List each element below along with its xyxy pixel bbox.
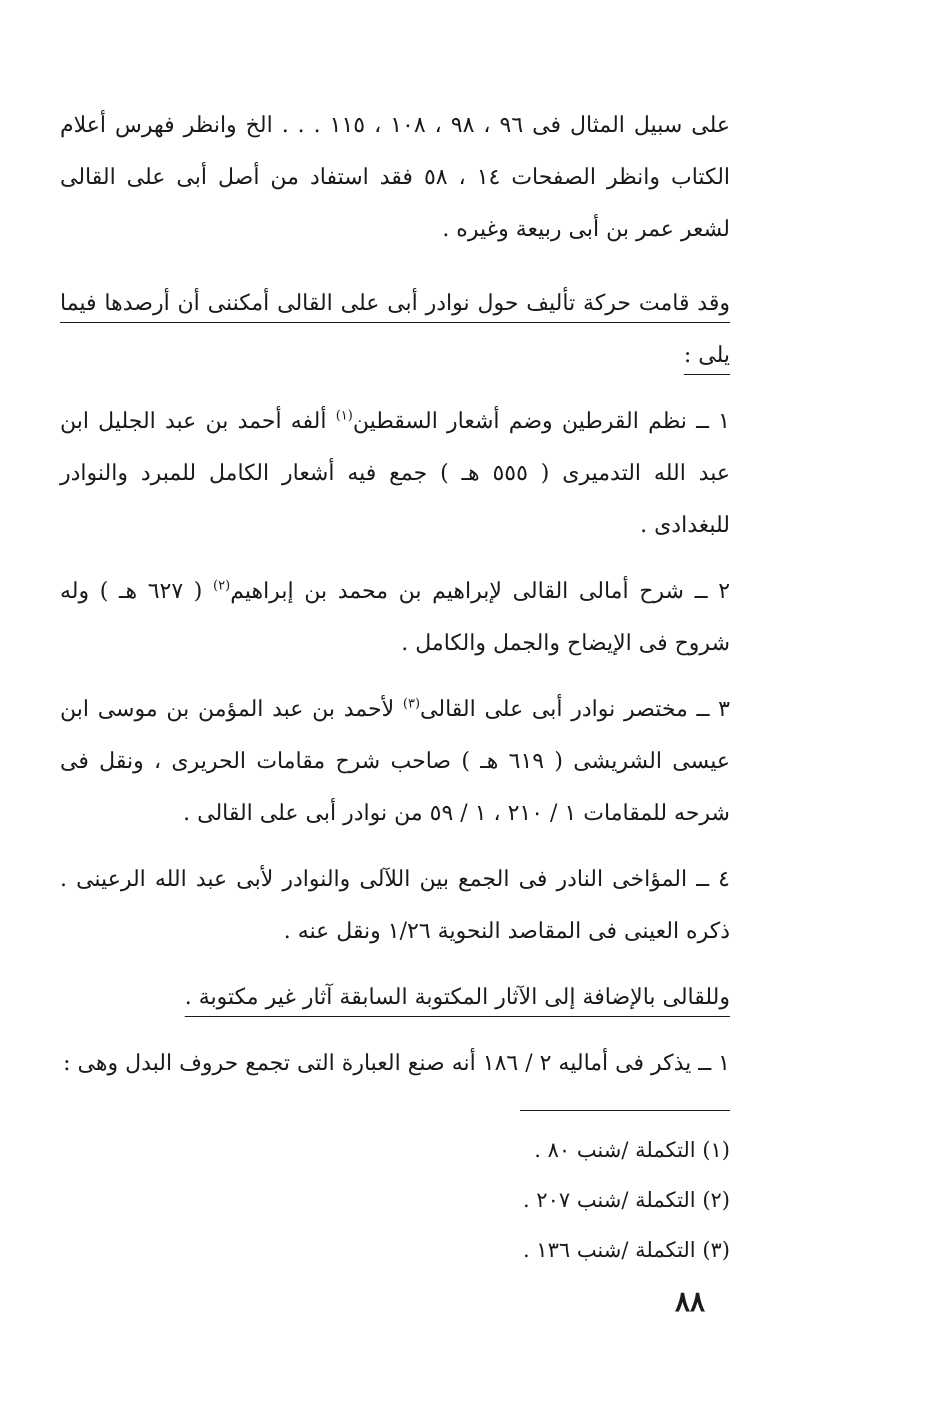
footnote-ref-3: (٣): [402, 696, 421, 712]
list-item-3-text: لأحمد بن عبد المؤمن بن موسى ابن عيسى الشريشى ( ٦١٩ هـ ) صاحب شرح مقامات الحريرى ، ونقل فى شرحه للمقامات ١ / ٢١٠ ، ١ / ٥٩ من نوادر أبى على القالى .: [60, 697, 730, 826]
footnote-2: (٢) التكملة /شنب ٢٠٧ .: [522, 1188, 730, 1212]
list-item-3-title: ٣ ــ مختصر نوادر أبى على القالى: [420, 697, 730, 722]
list-item-2-title: ٢ ــ شرح أمالى القالى لإبراهيم بن محمد بن إبراهيم: [230, 579, 731, 604]
footnote-ref-2: (٢): [213, 578, 231, 594]
list-item-1: [60, 396, 730, 552]
footnote-1: (١) التكملة /شنب ٨٠ .: [534, 1138, 730, 1162]
list-item-1-title: ١ ــ نظم القرطين وضم أشعار السقطين: [352, 409, 730, 434]
list-item-1-text: ألفه أحمد بن عبد الجليل ابن عبد الله التدميرى ( ٥٥٥ هـ ) جمع فيه أشعار الكامل للمبرد والنوادر للبغدادى .: [60, 409, 730, 538]
paragraph-intro: على سبيل المثال فى ٩٦ ، ٩٨ ، ١٠٨ ، ١١٥ . . . الخ وانظر فهرس أعلام الكتاب وانظر الصفحات ١٤ ، ٥٨ فقد استفاد من أصل أبى على القالى لشعر عمر بن أبى ربيعة وغيره .: [60, 113, 731, 242]
list-item-2-text: ( ٦٢٧ هـ ) وله شروح فى الإيضاح والجمل والكامل .: [60, 579, 730, 656]
footnote-divider: [520, 1110, 730, 1111]
list-item-3: [60, 684, 730, 840]
list-item-4: ٤ ــ المؤاخى النادر فى الجمع بين اللآلى والنوادر لأبى عبد الله الرعينى . ذكره العينى فى المقاصد النحوية ١/٢٦ ونقل عنه .: [60, 867, 730, 944]
page-body: [60, 100, 730, 1090]
footnote-3: (٣) التكملة /شنب ١٣٦ .: [522, 1238, 730, 1262]
paragraph-unwritten: وللقالى بالإضافة إلى الآثار المكتوبة السابقة آثار غير مكتوبة .: [184, 985, 730, 1010]
footnote-ref-1: (١): [335, 408, 353, 424]
page-number: ٨٨: [674, 1285, 706, 1318]
footnotes: [430, 1125, 730, 1275]
paragraph-movement: وقد قامت حركة تأليف حول نوادر أبى على القالى أمكننى أن أرصدها فيما يلى :: [60, 291, 730, 368]
list-item-2: [60, 566, 730, 670]
list-item-5: ١ ــ يذكر فى أماليه ٢ / ١٨٦ أنه صنع العبارة التى تجمع حروف البدل وهى :: [63, 1051, 730, 1076]
